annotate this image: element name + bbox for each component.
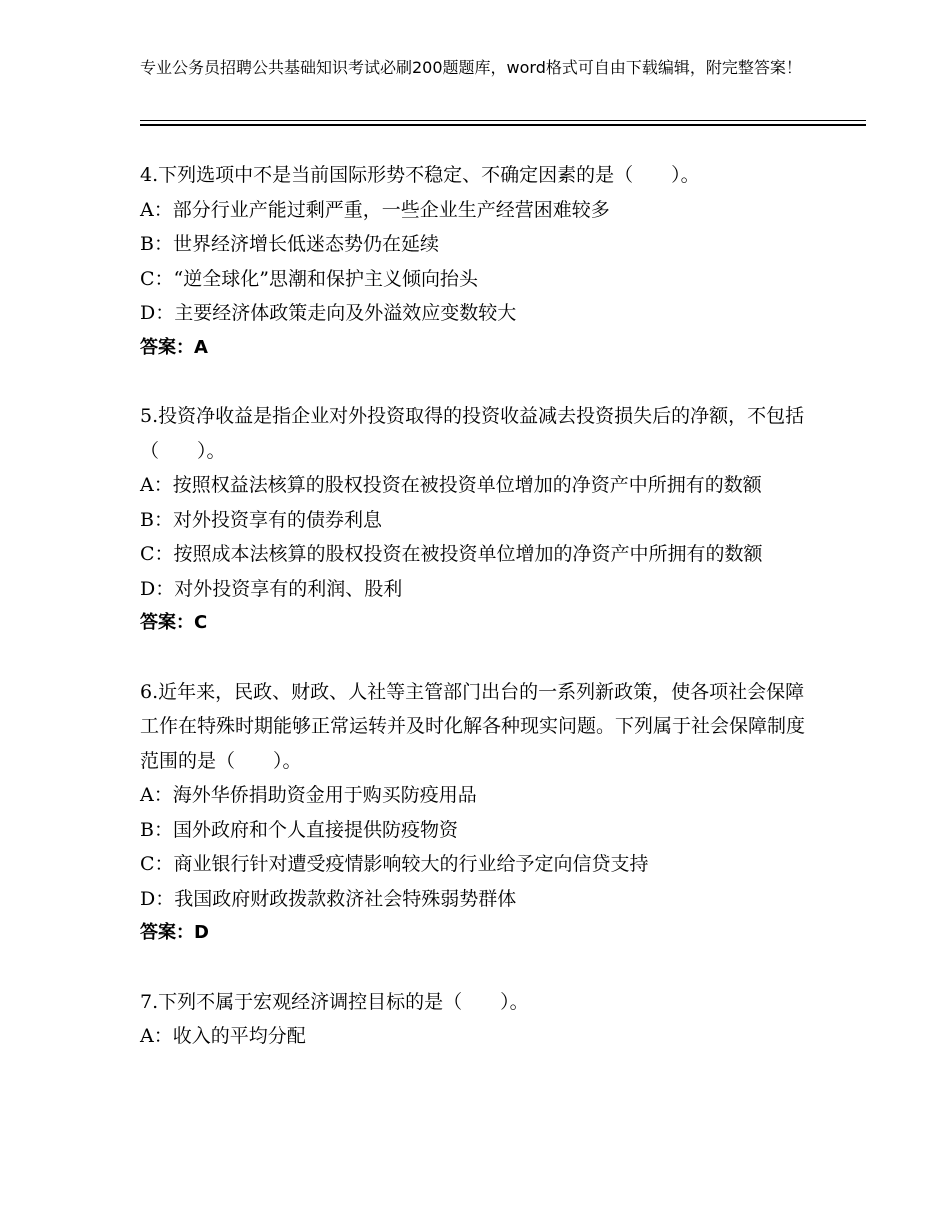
question-stem: 6.近年来，民政、财政、人社等主管部门出台的一系列新政策，使各项社会保障工作在特殊时期能够正常运转并及时化解各种现实问题。下列属于社会保障制度范围的是（ ）。 [140, 680, 806, 772]
question-7 [140, 985, 820, 1054]
question-4 [140, 158, 820, 365]
question-gap [140, 641, 820, 675]
option-a: A：按照权益法核算的股权投资在被投资单位增加的净资产中所拥有的数额 [140, 474, 762, 496]
option-d: D：对外投资享有的利润、股利 [140, 577, 403, 600]
option-c: C：按照成本法核算的股权投资在被投资单位增加的净资产中所拥有的数额 [140, 543, 763, 565]
option-c: C：“逆全球化”思潮和保护主义倾向抬头 [140, 267, 478, 290]
answer-line: 答案：C [140, 612, 208, 633]
answer-line: 答案：A [140, 336, 208, 358]
header-rule-thick [140, 124, 866, 126]
option-d: D：我国政府财政拨款救济社会特殊弱势群体 [140, 887, 517, 910]
question-list [140, 158, 820, 1054]
question-6 [140, 675, 820, 951]
option-b: B：国外政府和个人直接提供防疫物资 [140, 818, 458, 841]
option-a: A：海外华侨捐助资金用于购买防疫用品 [140, 784, 477, 806]
question-5 [140, 399, 820, 641]
page-header: 专业公务员招聘公共基础知识考试必刷200题题库，word格式可自由下载编辑，附完整答案！ [140, 58, 802, 77]
question-gap [140, 365, 820, 399]
option-a: A：部分行业产能过剩严重，一些企业生产经营困难较多 [140, 198, 610, 221]
answer-line: 答案：D [140, 922, 209, 943]
header-rule-thin [140, 120, 866, 121]
question-gap [140, 951, 820, 985]
option-d: D：主要经济体政策走向及外溢效应变数较大 [140, 302, 517, 324]
question-stem: 4.下列选项中不是当前国际形势不稳定、不确定因素的是（ ）。 [140, 164, 700, 186]
option-c: C：商业银行针对遭受疫情影响较大的行业给予定向信贷支持 [140, 853, 649, 875]
question-stem: 5.投资净收益是指企业对外投资取得的投资收益减去投资损失后的净额，不包括（ ）。 [140, 405, 805, 462]
option-b: B：对外投资享有的债券利息 [140, 508, 382, 531]
option-a: A：收入的平均分配 [140, 1025, 306, 1047]
option-b: B：世界经济增长低迷态势仍在延续 [140, 233, 439, 255]
question-stem: 7.下列不属于宏观经济调控目标的是（ ）。 [140, 990, 529, 1013]
